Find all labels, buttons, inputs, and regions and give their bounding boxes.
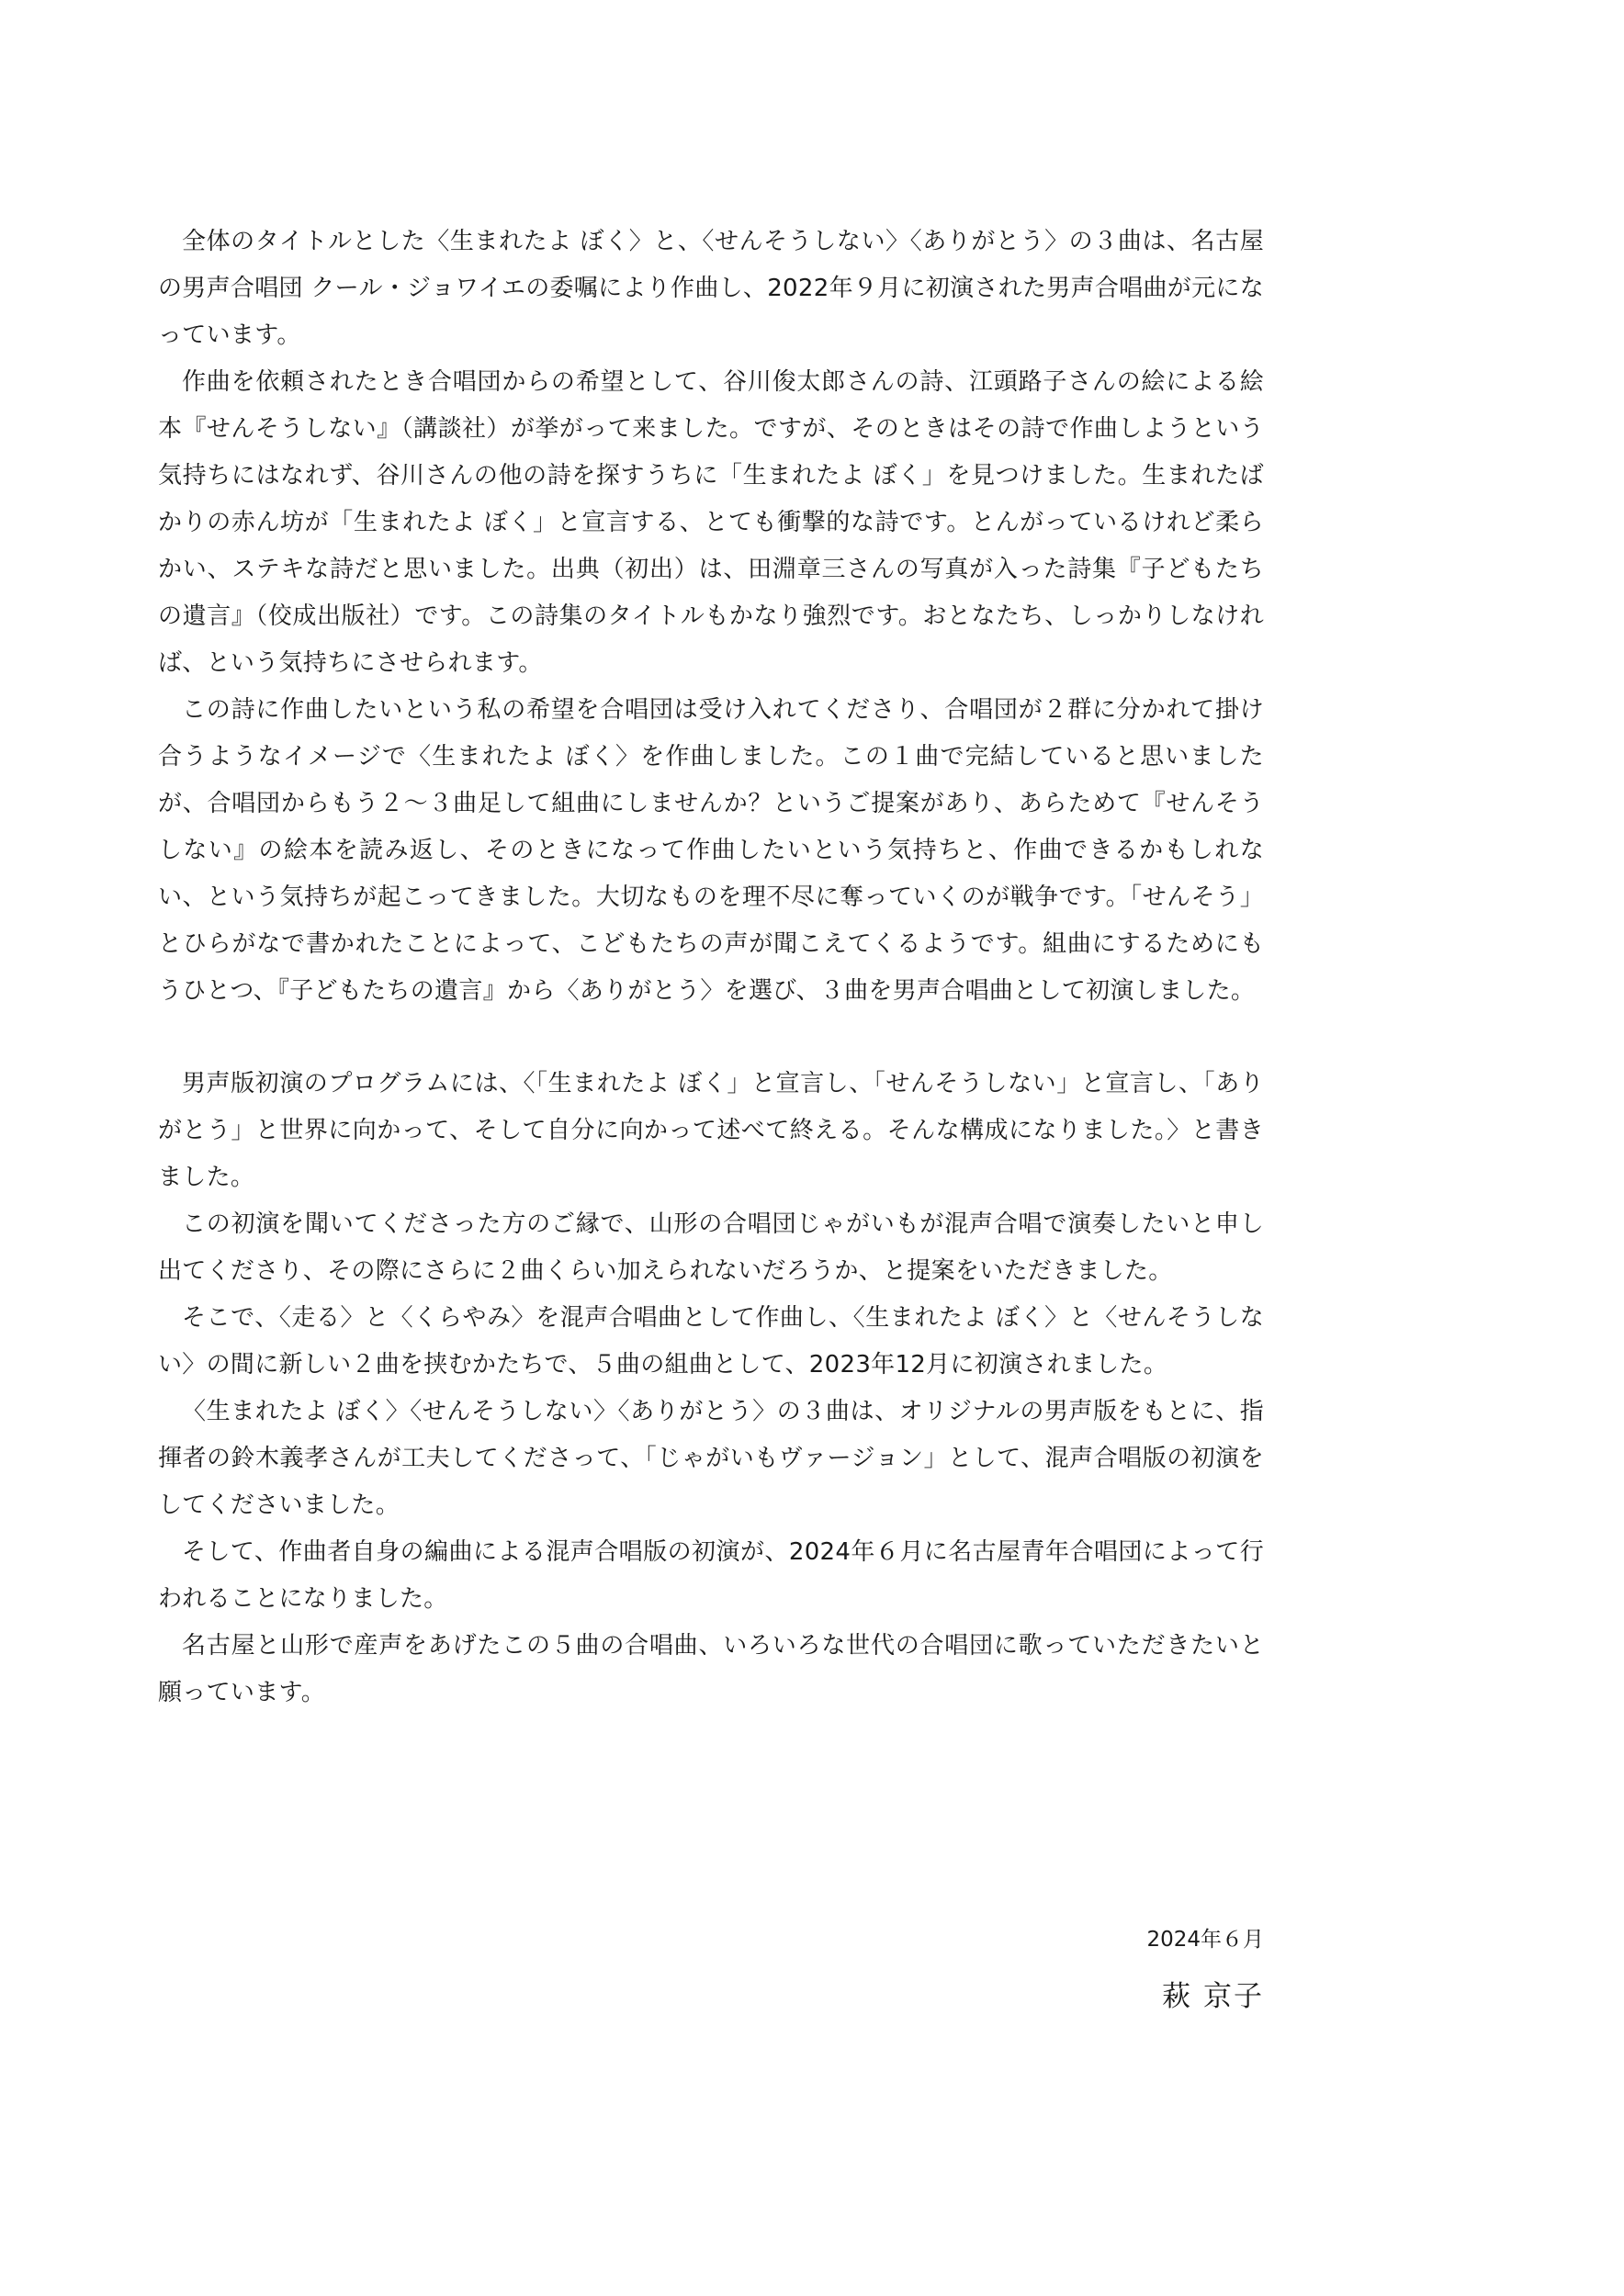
paragraph-yamagata-request: この初演を聞いてくださった方のご縁で、山形の合唱団じゃがいもが混声合唱で演奏したいと申し出てくださり、その際にさらに２曲くらい加えられないだろうか、と提案をいただきました。	[158, 1210, 1264, 1285]
paragraph-program-note: 男声版初演のプログラムには、〈「生まれたよ ぼく」と宣言し、「せんそうしない」と宣言し、「ありがとう」と世界に向かって、そして自分に向かって述べて終える。そんな構成になりました。〉と書きました。	[158, 1070, 1264, 1191]
signature-author: 萩 京子	[1162, 1980, 1264, 2013]
paragraph-closing-wish: 名古屋と山形で産声をあげたこの５曲の合唱曲、いろいろな世代の合唱団に歌っていただきたいと願っています。	[158, 1632, 1264, 1706]
paragraph-nagoya-premiere: そして、作曲者自身の編曲による混声合唱版の初演が、2024年６月に名古屋青年合唱団によって行われることになりました。	[158, 1538, 1264, 1613]
paragraph-poem-discovery: 作曲を依頼されたとき合唱団からの希望として、谷川俊太郎さんの詩、江頭路子さんの絵による絵本『せんそうしない』（講談社）が挙がって来ました。ですが、そのときはその詩で作曲しようという気持ちにはなれず、谷川さんの他の詩を探すうちに「生まれたよ ぼく」を見つけました。生まれたばかりの赤ん坊が「生まれたよ ぼく」と宣言する、とても衝撃的な詩です。とんがっているけれど柔らかい、ステキな詩だと思いました。出典（初出）は、田淵章三さんの写真が入った詩集『子どもたちの遺言』（佼成出版社）です。この詩集のタイトルもかなり強烈です。おとなたち、しっかりしなければ、という気持ちにさせられます。	[158, 368, 1264, 677]
paragraph-suite-creation: この詩に作曲したいという私の希望を合唱団は受け入れてくださり、合唱団が２群に分かれて掛け合うようなイメージで〈生まれたよ ぼく〉を作曲しました。この１曲で完結していると思いましたが、合唱団からもう２〜３曲足して組曲にしませんか？というご提案があり、あらためて『せんそうしない』の絵本を読み返し、そのときになって作曲したいという気持ちと、作曲できるかもしれない、という気持ちが起こってきました。大切なものを理不尽に奪っていくのが戦争です。「せんそう」とひらがなで書かれたことによって、こどもたちの声が聞こえてくるようです。組曲にするためにもうひとつ、『子どもたちの遺言』から〈ありがとう〉を選び、３曲を男声合唱曲として初演しました。	[158, 696, 1264, 1005]
paragraph-five-song-suite: そこで、〈走る〉と〈くらやみ〉を混声合唱曲として作曲し、〈生まれたよ ぼく〉と〈せんそうしない〉の間に新しい２曲を挟むかたちで、５曲の組曲として、2023年12月に初演されました。	[158, 1304, 1264, 1379]
paragraph-title-origin: 全体のタイトルとした〈生まれたよ ぼく〉と、〈せんそうしない〉〈ありがとう〉の３曲は、名古屋の男声合唱団 クール・ジョワイエの委嘱により作曲し、2022年９月に初演された男声合唱曲が元になっています。	[158, 228, 1264, 349]
signature-date: 2024年６月	[1146, 1928, 1264, 1952]
section-spacer	[158, 1015, 1264, 1061]
paragraph-jagaimo-version: 〈生まれたよ ぼく〉〈せんそうしない〉〈ありがとう〉の３曲は、オリジナルの男声版をもとに、指揮者の鈴木義孝さんが工夫してくださって、「じゃがいもヴァージョン」として、混声合唱版の初演をしてくださいました。	[158, 1398, 1264, 1519]
document-body	[158, 219, 1264, 1716]
